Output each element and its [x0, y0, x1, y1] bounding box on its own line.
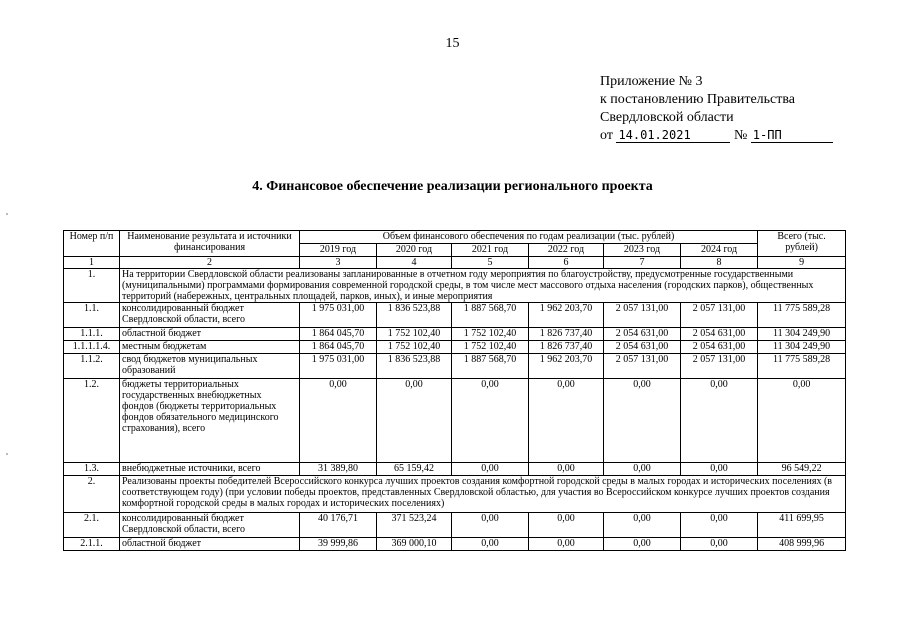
table-index-row: [64, 257, 846, 269]
index-cell: 5: [452, 257, 529, 269]
page-number: 15: [445, 36, 460, 51]
value-cell: 40 176,71: [300, 513, 377, 538]
table-row: [64, 354, 846, 379]
value-cell: 1 752 102,40: [452, 341, 529, 354]
index-cell: 6: [529, 257, 604, 269]
header-name: Наименование результата и источники финансирования: [120, 231, 300, 257]
appendix-line-2: к постановлению Правительства: [600, 92, 796, 107]
appendix-line-3: Свердловской области: [600, 110, 734, 125]
table-header-row: [64, 231, 846, 244]
index-cell: 1: [64, 257, 120, 269]
value-cell: 0,00: [377, 379, 452, 463]
header-year: 2023 год: [604, 244, 681, 257]
row-number: 2.1.: [64, 513, 120, 538]
appendix-date-line: [600, 127, 833, 145]
value-cell: 2 057 131,00: [681, 354, 758, 379]
value-cell: 0,00: [681, 513, 758, 538]
value-cell: 1 826 737,40: [529, 341, 604, 354]
row-number: 2.1.1.: [64, 538, 120, 551]
value-cell: 0,00: [681, 538, 758, 551]
table-row: [64, 538, 846, 551]
header-year: 2021 год: [452, 244, 529, 257]
value-cell: 371 523,24: [377, 513, 452, 538]
value-cell: 1 975 031,00: [300, 354, 377, 379]
value-cell: 1 752 102,40: [452, 328, 529, 341]
total-cell: 11 304 249,90: [758, 341, 846, 354]
source-name: консолидированный бюджет Свердловской области, всего: [120, 513, 300, 538]
header-number: Номер п/п: [64, 231, 120, 257]
value-cell: 0,00: [452, 538, 529, 551]
table-row: [64, 269, 846, 303]
value-cell: 1 836 523,88: [377, 303, 452, 328]
value-cell: 2 057 131,00: [604, 354, 681, 379]
value-cell: 0,00: [452, 463, 529, 476]
source-name: местным бюджетам: [120, 341, 300, 354]
total-cell: 11 775 589,28: [758, 354, 846, 379]
index-cell: 7: [604, 257, 681, 269]
resolution-date: 14.01.2021: [616, 128, 730, 143]
row-number: 1.1.1.: [64, 328, 120, 341]
row-number: 1.3.: [64, 463, 120, 476]
source-name: консолидированный бюджет Свердловской области, всего: [120, 303, 300, 328]
value-cell: 1 752 102,40: [377, 328, 452, 341]
table-row: [64, 341, 846, 354]
value-cell: 0,00: [529, 379, 604, 463]
value-cell: 2 054 631,00: [604, 328, 681, 341]
value-cell: 1 836 523,88: [377, 354, 452, 379]
header-year: 2020 год: [377, 244, 452, 257]
row-number: 2.: [64, 476, 120, 513]
header-total: Всего (тыс. рублей): [758, 231, 846, 257]
value-cell: 0,00: [604, 379, 681, 463]
value-cell: 2 057 131,00: [681, 303, 758, 328]
row-number: 1.1.2.: [64, 354, 120, 379]
value-cell: 2 057 131,00: [604, 303, 681, 328]
index-cell: 2: [120, 257, 300, 269]
header-year: 2019 год: [300, 244, 377, 257]
total-cell: 96 549,22: [758, 463, 846, 476]
value-cell: 31 389,80: [300, 463, 377, 476]
value-cell: 39 999,86: [300, 538, 377, 551]
value-cell: 2 054 631,00: [604, 341, 681, 354]
value-cell: 65 159,42: [377, 463, 452, 476]
row-number: 1.1.1.1.4.: [64, 341, 120, 354]
value-cell: 0,00: [604, 463, 681, 476]
index-cell: 8: [681, 257, 758, 269]
value-cell: 1 962 203,70: [529, 354, 604, 379]
source-name: внебюджетные источники, всего: [120, 463, 300, 476]
index-cell: 4: [377, 257, 452, 269]
value-cell: 0,00: [681, 379, 758, 463]
source-name-text: бюджеты территориальных государственных внебюджетных фондов (бюджеты территориальных фондов обязательного медицинского страхования), всего: [122, 379, 279, 434]
value-cell: 0,00: [681, 463, 758, 476]
table-row: [64, 513, 846, 538]
value-cell: 0,00: [604, 513, 681, 538]
value-cell: 1 752 102,40: [377, 341, 452, 354]
financing-table: [63, 230, 846, 551]
source-name: областной бюджет: [120, 328, 300, 341]
result-description: Реализованы проекты победителей Всероссийского конкурса лучших проектов создания комфортной городской среды в малых городах и исторических поселениях (в соответствующем году) (при условии победы проектов, представленных Свердловской областью, для участия во Всероссийском конкурсе лучших проектов создания комфортной городской среды в малых городах и исторических поселениях): [120, 476, 846, 513]
value-cell: 1 887 568,70: [452, 303, 529, 328]
total-cell: 408 999,96: [758, 538, 846, 551]
value-cell: 0,00: [529, 538, 604, 551]
value-cell: 1 962 203,70: [529, 303, 604, 328]
value-cell: 1 975 031,00: [300, 303, 377, 328]
value-cell: 1 864 045,70: [300, 341, 377, 354]
value-cell: 1 887 568,70: [452, 354, 529, 379]
source-name: областной бюджет: [120, 538, 300, 551]
scan-artifact: [6, 213, 8, 215]
value-cell: 0,00: [529, 463, 604, 476]
value-cell: 0,00: [452, 513, 529, 538]
total-cell: 11 304 249,90: [758, 328, 846, 341]
row-number: 1.: [64, 269, 120, 303]
value-cell: 369 000,10: [377, 538, 452, 551]
value-cell: 0,00: [300, 379, 377, 463]
resolution-number: 1-ПП: [751, 128, 833, 143]
header-year: 2024 год: [681, 244, 758, 257]
table-row: [64, 328, 846, 341]
value-cell: 0,00: [452, 379, 529, 463]
value-cell: 0,00: [604, 538, 681, 551]
index-cell: 9: [758, 257, 846, 269]
value-cell: 0,00: [529, 513, 604, 538]
header-volume: Объем финансового обеспечения по годам реализации (тыс. рублей): [300, 231, 758, 244]
value-cell: 2 054 631,00: [681, 328, 758, 341]
total-cell: 411 699,95: [758, 513, 846, 538]
table-row: [64, 476, 846, 513]
appendix-line-1: Приложение № 3: [600, 74, 703, 89]
table-row: [64, 379, 846, 463]
source-name: [120, 379, 300, 463]
header-year: 2022 год: [529, 244, 604, 257]
appendix-block: [600, 73, 833, 145]
total-cell: 11 775 589,28: [758, 303, 846, 328]
total-cell: 0,00: [758, 379, 846, 463]
section-title: 4. Финансовое обеспечение реализации регионального проекта: [252, 179, 653, 194]
value-cell: 1 826 737,40: [529, 328, 604, 341]
row-number: 1.2.: [64, 379, 120, 463]
row-number: 1.1.: [64, 303, 120, 328]
date-prefix: от: [600, 128, 613, 143]
result-description: На территории Свердловской области реализованы запланированные в отчетном году мероприятия по благоустройству, предусмотренные государственными (муниципальными) программами формирования современной городской среды, в том числе мест массового отдыха населения (городских парков), общественных территорий (набережных, центральных площадей, парков, иных), и иные мероприятия: [120, 269, 846, 303]
value-cell: 2 054 631,00: [681, 341, 758, 354]
value-cell: 1 864 045,70: [300, 328, 377, 341]
table-row: [64, 463, 846, 476]
number-prefix: №: [733, 128, 748, 143]
scan-artifact: [6, 453, 8, 455]
source-name: свод бюджетов муниципальных образований: [120, 354, 300, 379]
table-row: [64, 303, 846, 328]
index-cell: 3: [300, 257, 377, 269]
